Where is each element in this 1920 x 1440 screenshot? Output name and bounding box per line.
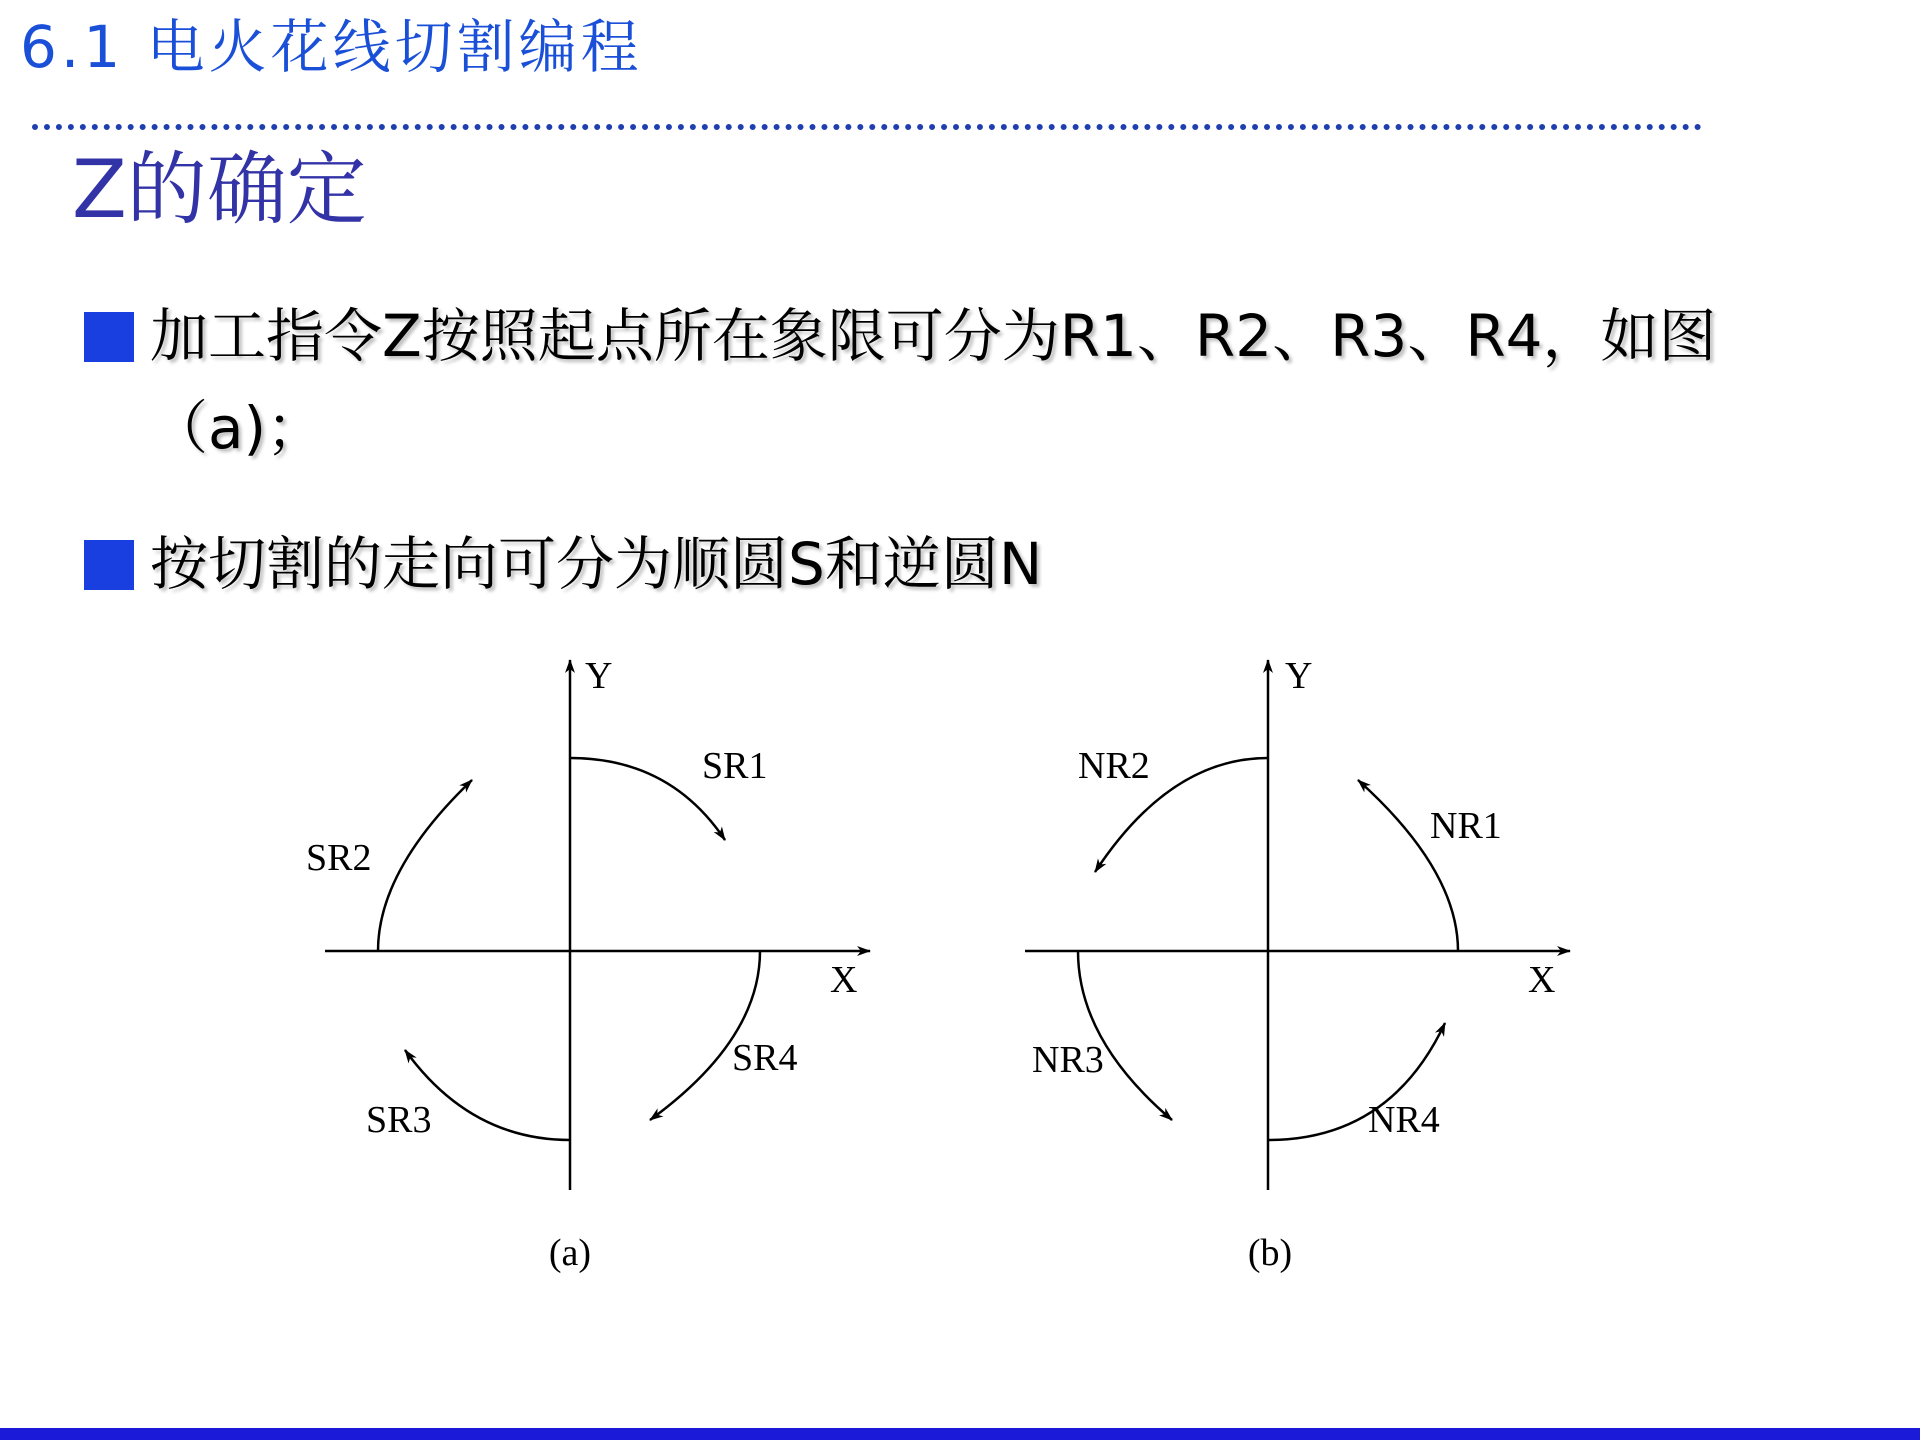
- square-bullet-icon: [84, 312, 134, 362]
- arc-label-nr3: NR3: [1032, 1039, 1104, 1081]
- bullet-text: 加工指令Z按照起点所在象限可分为R1、R2、R3、R4，如图（a)；: [150, 302, 1717, 462]
- y-axis-label: Y: [1285, 655, 1313, 697]
- bullet-item: [84, 518, 1764, 610]
- x-axis-label: X: [830, 959, 858, 1001]
- arc-label-sr1: SR1: [702, 745, 768, 787]
- footer-bar: [0, 1428, 1920, 1440]
- figure-caption-b: (b): [1247, 1232, 1293, 1274]
- arc-sr4: [650, 951, 760, 1120]
- header-divider: [32, 124, 1702, 130]
- bullet-text: 按切割的走向可分为顺圆S和逆圆N: [150, 530, 1043, 598]
- x-axis-label: X: [1528, 959, 1556, 1001]
- arc-direction-figure: [0, 640, 1920, 1320]
- figure-a: [306, 655, 870, 1274]
- arc-label-nr2: NR2: [1078, 745, 1150, 787]
- figure-caption-a: (a): [548, 1232, 592, 1274]
- arc-nr3: [1078, 951, 1172, 1120]
- arc-label-nr1: NR1: [1430, 805, 1502, 847]
- figure-b: [1025, 655, 1570, 1274]
- arc-sr2: [378, 780, 472, 951]
- bullet-item: [84, 290, 1764, 474]
- section-title: 6.1 电火花线切割编程: [20, 13, 643, 81]
- arc-label-nr4: NR4: [1368, 1099, 1440, 1141]
- y-axis-label: Y: [585, 655, 613, 697]
- arc-label-sr4: SR4: [732, 1037, 798, 1079]
- arc-label-sr3: SR3: [366, 1099, 432, 1141]
- square-bullet-icon: [84, 540, 134, 590]
- slide-title: Z的确定: [72, 143, 367, 236]
- arc-label-sr2: SR2: [306, 837, 372, 879]
